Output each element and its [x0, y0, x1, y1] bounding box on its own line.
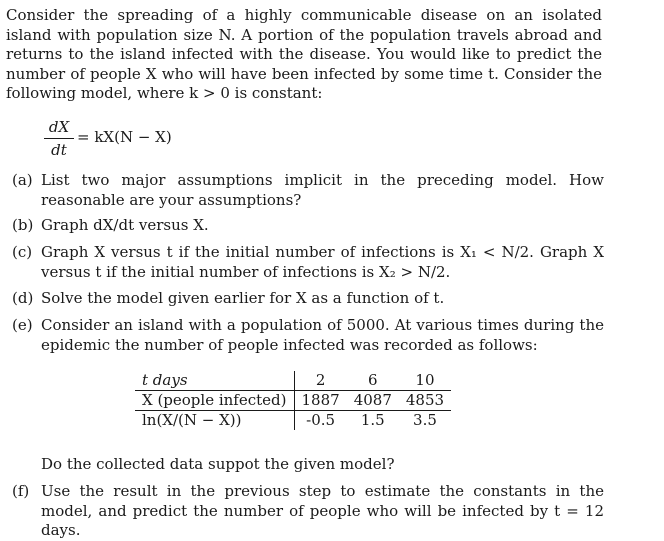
- row-header: ln(X/(N − X)): [135, 411, 294, 431]
- question-text: Solve the model given earlier for X as a function of t.: [41, 289, 445, 307]
- equation-fraction: [44, 118, 74, 159]
- table-cell: 10: [415, 371, 435, 389]
- table-row-infected: [135, 391, 451, 411]
- table-cell: 6: [368, 371, 378, 389]
- table-cell: 1887: [294, 391, 347, 411]
- question-text: Use the result in the previous step to estimate the constants in the model, and predict the number of people who will be infected by t = 12 days.: [41, 482, 604, 540]
- table-cell: 2: [315, 371, 326, 389]
- table-row-log-ratio: [135, 411, 451, 431]
- row-header: X (people infected): [135, 391, 294, 411]
- question-label: (f): [12, 482, 30, 500]
- row-header: t days: [135, 371, 294, 391]
- equation-numerator: dX: [48, 118, 70, 136]
- equation-denominator: dt: [51, 141, 67, 159]
- question-text: Graph dX/dt versus X.: [41, 216, 209, 234]
- infection-data-table: [135, 371, 451, 430]
- equation-rhs: = kX(N − X): [77, 128, 172, 146]
- table-cell: 1.5: [360, 411, 385, 429]
- question-label: (a): [12, 171, 33, 189]
- fraction-bar: [44, 138, 74, 139]
- question-text: Graph X versus t if the initial number of infections is X₁ < N/2. Graph X versus t if the initial number of infections is X₂ > N/2.: [41, 243, 604, 281]
- table-cell: 3.5: [413, 411, 437, 429]
- table-row-time: [135, 371, 451, 391]
- question-e-followup: Do the collected data suppot the given model?: [41, 455, 395, 473]
- table-cell: 4853: [399, 391, 451, 411]
- question-text: Consider an island with a population of 5000. At various times during the epidemic the number of people infected was recorded as follows:: [41, 316, 604, 354]
- table-cell: 4087: [347, 391, 399, 411]
- question-label: (d): [12, 289, 34, 307]
- question-label: (c): [12, 243, 33, 261]
- intro-paragraph: Consider the spreading of a highly communicable disease on an isolated island with population size N. A portion of the population travels abroad and returns to the island infected with the disease. You would like to predict the number of people X who will have been infected by some time t. Consider the following model, where k > 0 is constant:: [6, 6, 602, 103]
- question-label: (e): [12, 316, 33, 334]
- question-text: List two major assumptions implicit in the preceding model. How reasonable are your assumptions?: [41, 171, 604, 209]
- question-label: (b): [12, 216, 34, 234]
- table-cell: -0.5: [306, 411, 336, 429]
